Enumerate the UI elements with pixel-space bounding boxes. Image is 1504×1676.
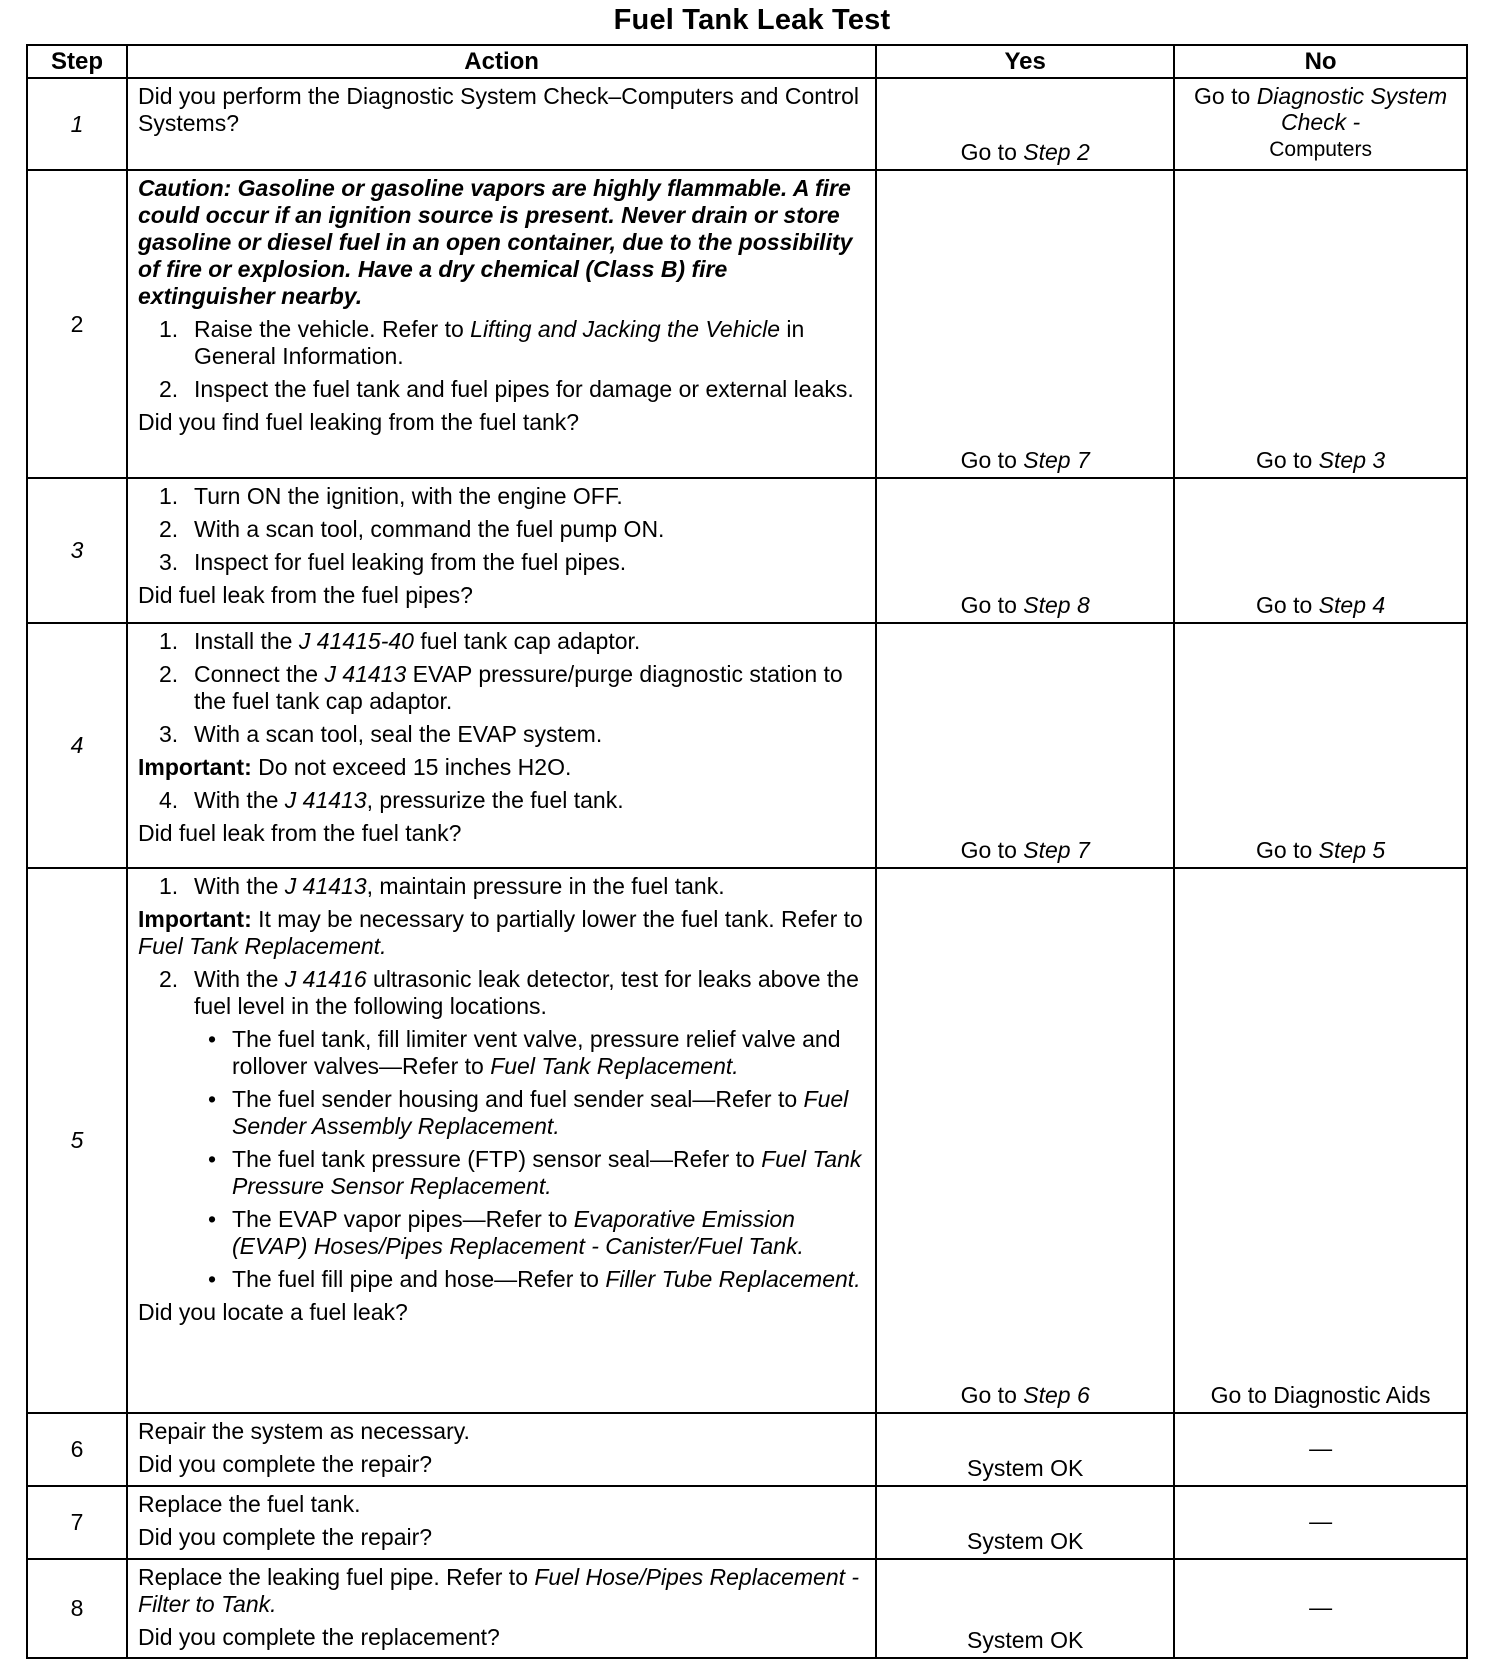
- list-item: 1. With the J 41413, maintain pressure in the fuel tank.: [159, 873, 725, 899]
- no-cell: Go to Diagnostic System Check - Computers: [1174, 78, 1467, 170]
- action-cell: [127, 623, 876, 868]
- list-item: 1. Raise the vehicle. Refer to Lifting and Jacking the Vehicle in General Information.: [159, 316, 805, 369]
- action-question: Did fuel leak from the fuel pipes?: [138, 582, 473, 608]
- step-number: 1: [27, 78, 127, 170]
- action-question: Did you complete the replacement?: [138, 1624, 500, 1650]
- caution-text: Caution: Gasoline or gasoline vapors are highly flammable. A fire could occur if an ignition source is present. Never drain or store gasoline or diesel fuel in an open container, due to the possibility of fire or explosion. Have a dry chemical (Class B) fire extinguisher nearby.: [138, 175, 853, 309]
- action-cell: [127, 1559, 876, 1658]
- list-item: 1. Install the J 41415-40 fuel tank cap adaptor.: [159, 628, 641, 654]
- action-text: Replace the leaking fuel pipe. Refer to Fuel Hose/Pipes Replacement - Filter to Tank.: [138, 1564, 860, 1617]
- no-cell: Go to Diagnostic Aids: [1174, 868, 1467, 1413]
- step-number: 8: [27, 1559, 127, 1658]
- action-question: Did you complete the repair?: [138, 1524, 433, 1550]
- table-row: [27, 1486, 1467, 1559]
- step-number: 6: [27, 1413, 127, 1486]
- list-item: 2. With a scan tool, command the fuel pump ON.: [159, 516, 665, 542]
- bullet-item: • The fuel tank pressure (FTP) sensor seal—Refer to Fuel Tank Pressure Sensor Replacement.: [208, 1146, 862, 1199]
- table-row: [27, 1413, 1467, 1486]
- action-cell: [127, 1486, 876, 1559]
- yes-cell: System OK: [876, 1413, 1174, 1486]
- bullet-item: • The fuel tank, fill limiter vent valve, pressure relief valve and rollover valves—Refer to Fuel Tank Replacement.: [208, 1026, 841, 1079]
- important-note: Important: It may be necessary to partially lower the fuel tank. Refer to Fuel Tank Replacement.: [138, 906, 863, 959]
- bullet-item: • The fuel fill pipe and hose—Refer to Filler Tube Replacement.: [208, 1266, 861, 1292]
- header-no: No: [1174, 45, 1467, 78]
- no-cell: Go to Step 4: [1174, 478, 1467, 623]
- header-step: Step: [27, 45, 127, 78]
- list-item: 3. With a scan tool, seal the EVAP system.: [159, 721, 603, 747]
- action-question: Did you perform the Diagnostic System Check–Computers and Control Systems?: [138, 83, 860, 136]
- yes-cell: Go to Step 8: [876, 478, 1174, 623]
- action-cell: [127, 868, 876, 1413]
- no-cell: —: [1174, 1559, 1467, 1658]
- diagnostic-table: [26, 44, 1468, 1659]
- table-row: [27, 623, 1467, 868]
- header-row: [27, 45, 1467, 78]
- list-item: 2. With the J 41416 ultrasonic leak detector, test for leaks above the fuel level in the following locations.: [159, 966, 859, 1019]
- yes-cell: Go to Step 7: [876, 623, 1174, 868]
- table-row: [27, 1559, 1467, 1658]
- step-reference: Step 2: [1023, 139, 1090, 165]
- step-number: 3: [27, 478, 127, 623]
- table-row: [27, 868, 1467, 1413]
- step-number: 5: [27, 868, 127, 1413]
- header-action: Action: [127, 45, 876, 78]
- action-question: Did you find fuel leaking from the fuel tank?: [138, 409, 580, 435]
- list-item: 3. Inspect for fuel leaking from the fuel pipes.: [159, 549, 627, 575]
- action-cell: [127, 478, 876, 623]
- no-cell: Go to Step 3: [1174, 170, 1467, 478]
- procedure-reference: Diagnostic System Check -: [1256, 82, 1448, 135]
- list-item: 4. With the J 41413, pressurize the fuel tank.: [159, 787, 624, 813]
- yes-cell: Go to Step 6: [876, 868, 1174, 1413]
- action-text: Repair the system as necessary.: [138, 1418, 470, 1444]
- action-question: Did you locate a fuel leak?: [138, 1299, 408, 1325]
- header-yes: Yes: [876, 45, 1174, 78]
- action-text: Replace the fuel tank.: [138, 1491, 361, 1517]
- table-row: [27, 170, 1467, 478]
- step-number: 4: [27, 623, 127, 868]
- yes-cell: Go to Step 7: [876, 170, 1174, 478]
- yes-cell: System OK: [876, 1486, 1174, 1559]
- table-row: [27, 78, 1467, 170]
- no-cell: Go to Step 5: [1174, 623, 1467, 868]
- step-number: 7: [27, 1486, 127, 1559]
- no-cell: —: [1174, 1486, 1467, 1559]
- list-item: 1. Turn ON the ignition, with the engine OFF.: [159, 483, 623, 509]
- list-item: 2. Inspect the fuel tank and fuel pipes for damage or external leaks.: [159, 376, 854, 402]
- bullet-item: • The EVAP vapor pipes—Refer to Evaporative Emission (EVAP) Hoses/Pipes Replacement - Canister/Fuel Tank.: [208, 1206, 804, 1259]
- yes-cell: System OK: [876, 1559, 1174, 1658]
- yes-cell: Go to Step 2: [876, 78, 1174, 170]
- action-cell: [127, 170, 876, 478]
- action-cell: [127, 1413, 876, 1486]
- page-title: Fuel Tank Leak Test: [613, 4, 891, 36]
- action-question: Did you complete the repair?: [138, 1451, 433, 1477]
- action-question: Did fuel leak from the fuel tank?: [138, 820, 462, 846]
- list-item: 2. Connect the J 41413 EVAP pressure/purge diagnostic station to the fuel tank cap adaptor.: [159, 661, 843, 714]
- bullet-item: • The fuel sender housing and fuel sender seal—Refer to Fuel Sender Assembly Replacement.: [208, 1086, 849, 1139]
- important-note: Important: Do not exceed 15 inches H2O.: [138, 754, 572, 780]
- step-number: 2: [27, 170, 127, 478]
- table-row: [27, 478, 1467, 623]
- action-cell: [127, 78, 876, 170]
- no-cell: —: [1174, 1413, 1467, 1486]
